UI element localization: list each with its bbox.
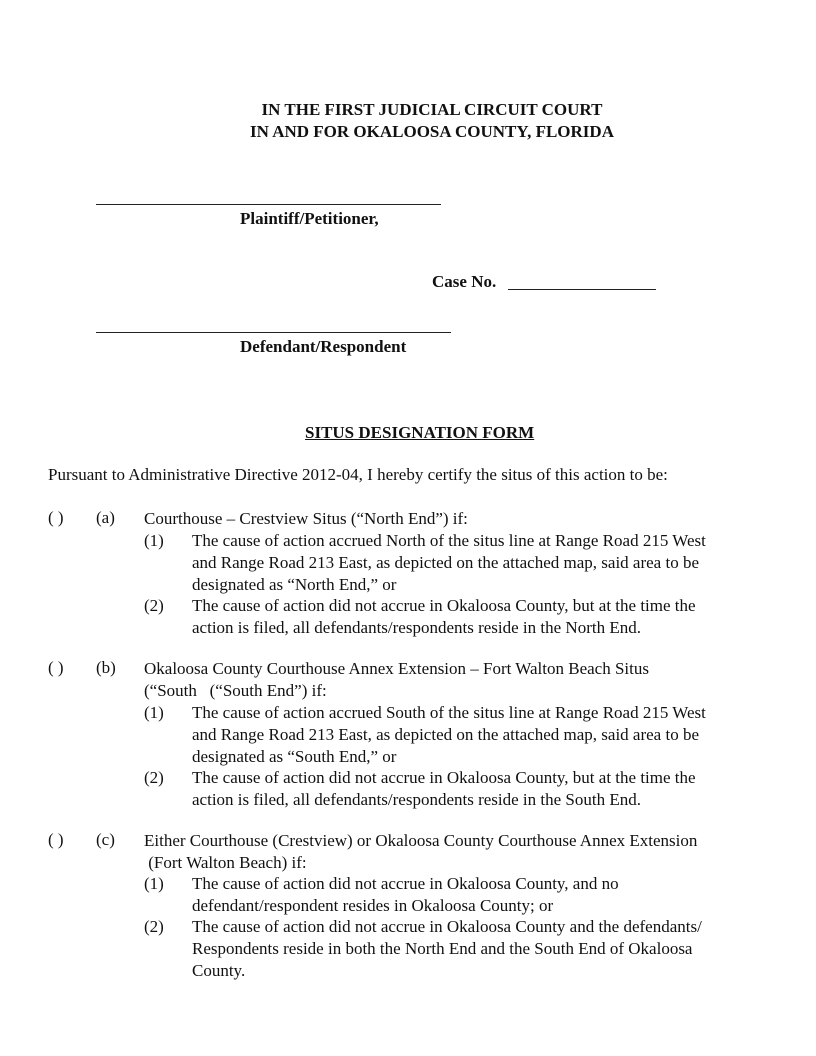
- plaintiff-label: Plaintiff/Petitioner,: [240, 209, 379, 228]
- case-number-blank-line[interactable]: [508, 289, 656, 290]
- option-a-checkbox[interactable]: ( ): [48, 508, 64, 527]
- option-b-letter: (b): [96, 658, 116, 677]
- option-b-checkbox[interactable]: ( ): [48, 658, 64, 677]
- option-c-checkbox[interactable]: ( ): [48, 830, 64, 849]
- item-text: The cause of action did not accrue in Okaloosa County, but at the time the action is filed, all defendants/respondents reside in the North End.: [192, 596, 696, 637]
- item-number: (1): [144, 874, 164, 893]
- option-c-letter: (c): [96, 830, 115, 849]
- court-name-line-2: IN AND FOR OKALOOSA COUNTY, FLORIDA: [250, 122, 614, 141]
- item-number: (2): [144, 596, 164, 615]
- plaintiff-blank-line[interactable]: [96, 204, 441, 205]
- intro-paragraph: Pursuant to Administrative Directive 2012-04, I hereby certify the situs of this action to be:: [48, 465, 668, 484]
- item-number: (1): [144, 531, 164, 550]
- defendant-label: Defendant/Respondent: [240, 337, 407, 356]
- option-b-title-line: (“South (“South End”) if:: [144, 681, 327, 700]
- item-number: (1): [144, 703, 164, 722]
- option-c-title: [144, 830, 697, 874]
- item-text: The cause of action did not accrue in Okaloosa County, but at the time the action is filed, all defendants/respondents reside in the South End.: [192, 768, 696, 809]
- defendant-blank-line[interactable]: [96, 332, 451, 333]
- item-text: The cause of action did not accrue in Okaloosa County, and no defendant/respondent resides in Okaloosa County; or: [192, 874, 619, 915]
- item-number: (2): [144, 768, 164, 787]
- form-title: SITUS DESIGNATION FORM: [305, 423, 535, 442]
- option-c-title-line: (Fort Walton Beach) if:: [144, 853, 307, 872]
- court-name-line-1: IN THE FIRST JUDICIAL CIRCUIT COURT: [261, 100, 603, 119]
- option-a-title: [144, 508, 468, 530]
- option-b-title-line: Okaloosa County Courthouse Annex Extension – Fort Walton Beach Situs: [144, 659, 649, 678]
- option-a-letter: (a): [96, 508, 115, 527]
- option-b-title: [144, 658, 649, 702]
- item-number: (2): [144, 917, 164, 936]
- item-text: The cause of action did not accrue in Okaloosa County and the defendants/ Respondents reside in both the North End and the South End of Okaloosa County.: [192, 917, 702, 980]
- option-a-title-line: Courthouse – Crestview Situs (“North End”) if:: [144, 509, 468, 528]
- option-c-title-line: Either Courthouse (Crestview) or Okaloosa County Courthouse Annex Extension: [144, 831, 698, 850]
- case-number-label: Case No.: [432, 272, 497, 291]
- item-text: The cause of action accrued South of the situs line at Range Road 215 West and Range Road 213 East, as depicted on the attached map, said area to be designated as “South End,” or: [192, 703, 706, 766]
- item-text: The cause of action accrued North of the situs line at Range Road 215 West and Range Road 213 East, as depicted on the attached map, said area to be designated as “North End,” or: [192, 531, 706, 594]
